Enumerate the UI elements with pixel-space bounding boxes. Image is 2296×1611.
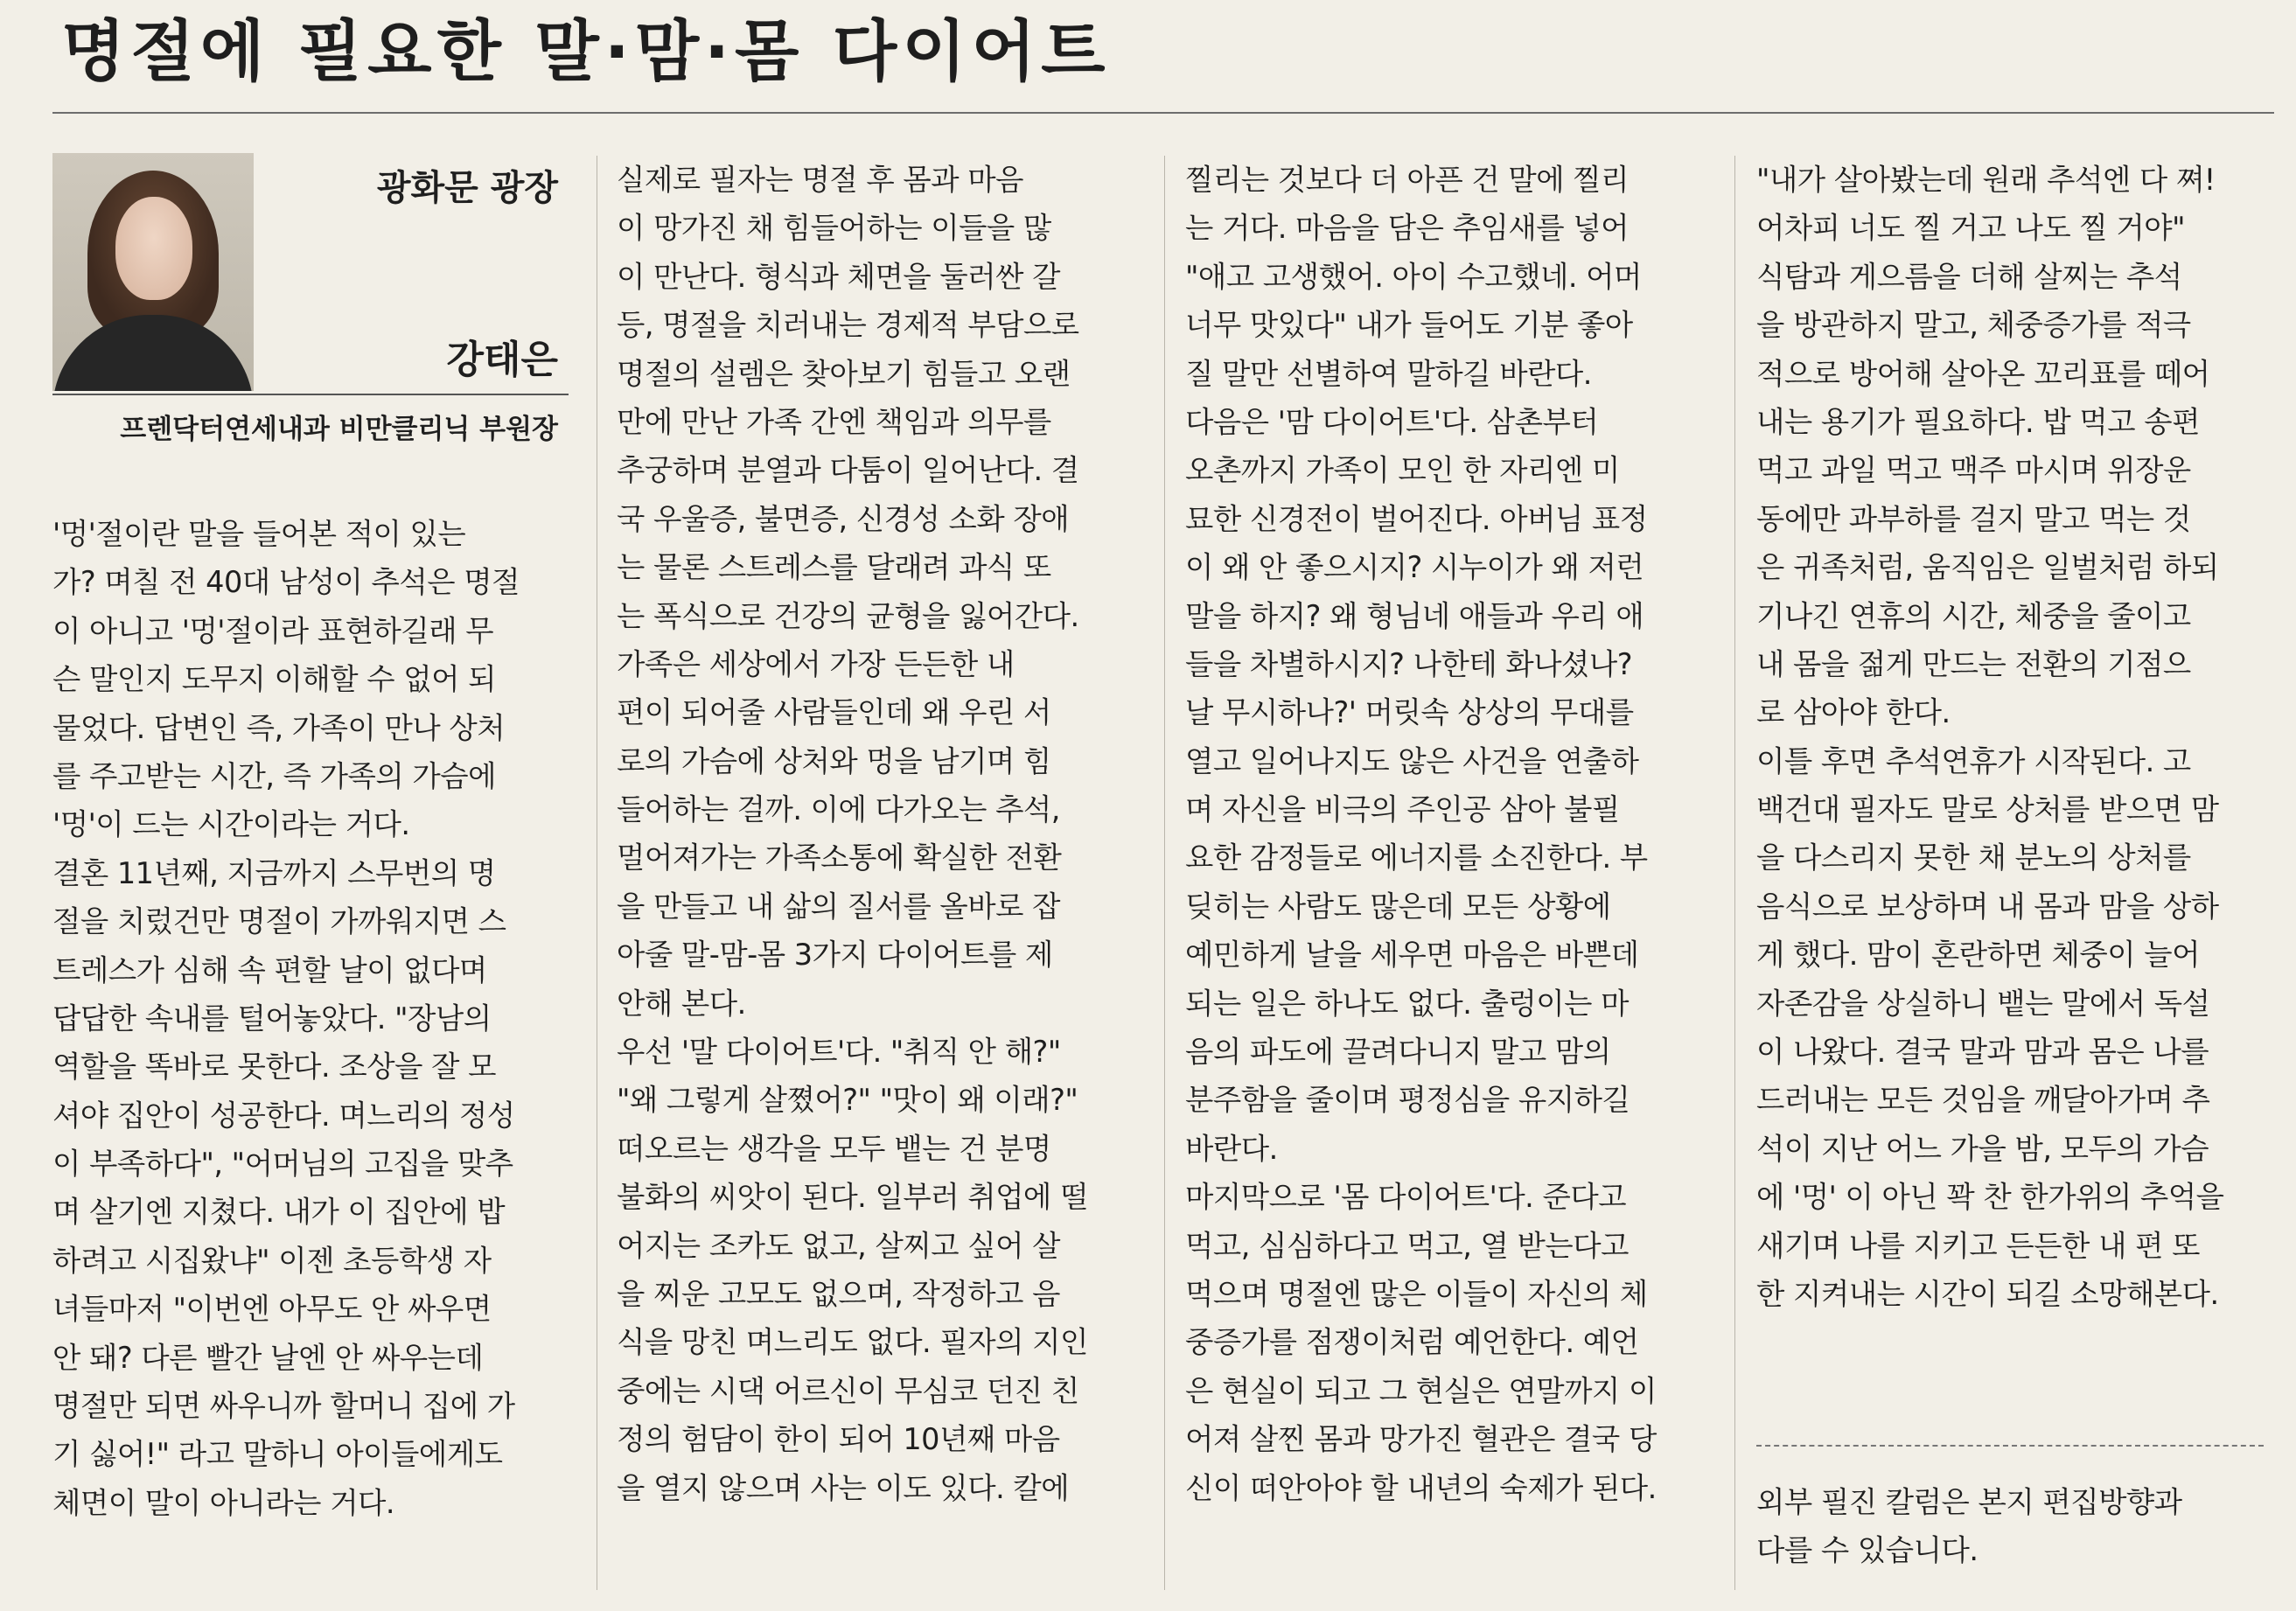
column-divider bbox=[1734, 156, 1735, 1590]
text-line: 식을 망친 며느리도 없다. 필자의 지인 bbox=[617, 1325, 1088, 1360]
text-line: 을 만들고 내 삶의 질서를 올바로 잡 bbox=[617, 889, 1060, 924]
text-line: 추궁하며 분열과 다툼이 일어난다. 결 bbox=[617, 453, 1079, 488]
text-line: 을 찌운 고모도 없으며, 작정하고 음 bbox=[617, 1276, 1060, 1311]
headline-divider bbox=[52, 112, 2274, 114]
article-column-3 bbox=[1185, 156, 1657, 1512]
text-line: 분주함을 줄이며 평정심을 유지하길 bbox=[1185, 1083, 1630, 1118]
text-line: 내는 용기가 필요하다. 밥 먹고 송편 bbox=[1756, 404, 2200, 439]
text-line: 하려고 시집왔냐" 이젠 초등학생 자 bbox=[52, 1243, 492, 1278]
text-line: 을 열지 않으며 사는 이도 있다. 칼에 bbox=[617, 1470, 1070, 1505]
text-line: 음식으로 보상하며 내 몸과 맘을 상하 bbox=[1756, 889, 2219, 924]
author-name: 강태은 bbox=[446, 338, 558, 382]
text-line: 로의 가슴에 상처와 멍을 남기며 힘 bbox=[617, 743, 1051, 778]
text-line: 은 귀족처럼, 움직임은 일벌처럼 하되 bbox=[1756, 550, 2219, 585]
text-line: 질 말만 선별하여 말하길 바란다. bbox=[1185, 356, 1592, 391]
text-line: 슨 말인지 도무지 이해할 수 없어 되 bbox=[52, 662, 496, 697]
text-line: 들을 차별하시지? 나한테 화나셨나? bbox=[1185, 646, 1633, 681]
byline bbox=[52, 144, 569, 477]
text-line: 떠오르는 생각을 모두 뱉는 건 분명 bbox=[617, 1131, 1051, 1166]
text-line: 동에만 과부하를 걸지 말고 먹는 것 bbox=[1756, 501, 2191, 536]
text-line: 백건대 필자도 말로 상처를 받으면 맘 bbox=[1756, 792, 2219, 827]
text-line: 가? 며칠 전 40대 남성이 추석은 명절 bbox=[52, 565, 520, 600]
text-line: 불화의 씨앗이 된다. 일부러 취업에 떨 bbox=[617, 1180, 1088, 1215]
author-title: 프렌닥터연세내과 비만클리닉 부원장 bbox=[120, 414, 558, 445]
text-line: 바란다. bbox=[1185, 1131, 1278, 1166]
text-line: 찔리는 것보다 더 아픈 건 말에 찔리 bbox=[1185, 163, 1629, 197]
text-line: 결혼 11년째, 지금까지 스무번의 명 bbox=[52, 855, 496, 890]
text-line: "내가 살아봤는데 원래 추석엔 다 쪄! bbox=[1756, 163, 2216, 197]
author-photo bbox=[52, 153, 254, 391]
text-line: 가족은 세상에서 가장 든든한 내 bbox=[617, 646, 1015, 681]
text-line: 다음은 '맘 다이어트'다. 삼촌부터 bbox=[1185, 404, 1599, 439]
text-line: 요한 감정들로 에너지를 소진한다. 부 bbox=[1185, 840, 1648, 875]
column-divider bbox=[1164, 156, 1165, 1590]
text-line: 이 아니고 '멍'절이라 표현하길래 무 bbox=[52, 613, 494, 648]
byline-divider bbox=[52, 394, 569, 395]
text-line: 적으로 방어해 살아온 꼬리표를 떼어 bbox=[1756, 356, 2210, 391]
text-line: 열고 일어나지도 않은 사건을 연출하 bbox=[1185, 743, 1639, 778]
text-line: 먹고 과일 먹고 맥주 마시며 위장운 bbox=[1756, 453, 2191, 488]
text-line: 국 우울증, 불면증, 신경성 소화 장애 bbox=[617, 501, 1070, 536]
text-line: 명절만 되면 싸우니까 할머니 집에 가 bbox=[52, 1389, 515, 1424]
text-line: 음의 파도에 끌려다니지 말고 맘의 bbox=[1185, 1035, 1611, 1070]
text-line: 너무 맛있다" 내가 들어도 기분 좋아 bbox=[1185, 308, 1633, 343]
text-line: 어차피 너도 찔 거고 나도 찔 거야" bbox=[1756, 211, 2185, 246]
text-line: 멀어져가는 가족소통에 확실한 전환 bbox=[617, 840, 1062, 875]
text-line: 녀들마저 "이번엔 아무도 안 싸우면 bbox=[52, 1292, 492, 1327]
text-line: 체면이 말이 아니라는 거다. bbox=[52, 1485, 395, 1520]
text-line: 어지는 조카도 없고, 살찌고 싶어 살 bbox=[617, 1228, 1060, 1263]
article-column-2 bbox=[617, 156, 1088, 1512]
text-line: 내 몸을 젊게 만드는 전환의 기점으 bbox=[1756, 646, 2191, 681]
text-line: 을 방관하지 말고, 체중증가를 적극 bbox=[1756, 308, 2191, 343]
text-line: 말을 하지? 왜 형님네 애들과 우리 애 bbox=[1185, 598, 1644, 633]
text-line: 기나긴 연휴의 시간, 체중을 줄이고 bbox=[1756, 598, 2191, 633]
text-line: 중에는 시댁 어르신이 무심코 던진 친 bbox=[617, 1373, 1079, 1408]
text-line: 이틀 후면 추석연휴가 시작된다. 고 bbox=[1756, 743, 2191, 778]
text-line: 역할을 똑바로 못한다. 조상을 잘 모 bbox=[52, 1050, 496, 1084]
text-line: 트레스가 심해 속 편할 날이 없다며 bbox=[52, 952, 487, 987]
text-line: '멍'절이란 말을 들어본 적이 있는 bbox=[52, 517, 466, 551]
text-line: 날 무시하나?' 머릿속 상상의 무대를 bbox=[1185, 695, 1634, 730]
text-line: 이 부족하다", "어머님의 고집을 맞추 bbox=[52, 1147, 513, 1182]
text-line: 안 돼? 다른 빨간 날엔 안 싸우는데 bbox=[52, 1340, 484, 1375]
text-line: 다를 수 있습니다. bbox=[1756, 1533, 1978, 1568]
text-line: 답답한 속내를 털어놓았다. "장남의 bbox=[52, 1001, 492, 1036]
headline: 명절에 필요한 말·맘·몸 다이어트 bbox=[61, 12, 1111, 90]
text-line: 새기며 나를 지키고 든든한 내 편 또 bbox=[1756, 1228, 2200, 1263]
note-divider bbox=[1756, 1445, 2264, 1447]
text-line: 만에 만난 가족 간엔 책임과 의무를 bbox=[617, 404, 1051, 439]
text-line: 을 다스리지 못한 채 분노의 상처를 bbox=[1756, 840, 2191, 875]
text-line: 며 자신을 비극의 주인공 삼아 불필 bbox=[1185, 792, 1620, 827]
text-line: 아줄 말-맘-몸 3가지 다이어트를 제 bbox=[617, 938, 1053, 973]
text-line: 드러내는 모든 것임을 깨달아가며 추 bbox=[1756, 1083, 2210, 1118]
text-line: 이 왜 안 좋으시지? 시누이가 왜 저런 bbox=[1185, 550, 1644, 585]
text-line: 먹고, 심심하다고 먹고, 열 받는다고 bbox=[1185, 1228, 1629, 1263]
text-line: 이 망가진 채 힘들어하는 이들을 많 bbox=[617, 211, 1051, 246]
text-line: 신이 떠안아야 할 내년의 숙제가 된다. bbox=[1185, 1470, 1657, 1505]
text-line: 외부 필진 칼럼은 본지 편집방향과 bbox=[1756, 1485, 2182, 1519]
text-line: '멍'이 드는 시간이라는 거다. bbox=[52, 807, 410, 842]
text-line: 등, 명절을 치러내는 경제적 부담으로 bbox=[617, 308, 1079, 343]
text-line: 셔야 집안이 성공한다. 며느리의 정성 bbox=[52, 1098, 515, 1133]
text-line: 되는 일은 하나도 없다. 출렁이는 마 bbox=[1185, 986, 1629, 1021]
text-line: 실제로 필자는 명절 후 몸과 마음 bbox=[617, 163, 1023, 197]
text-line: 이 나왔다. 결국 말과 맘과 몸은 나를 bbox=[1756, 1035, 2209, 1070]
text-line: 물었다. 답변인 즉, 가족이 만나 상처 bbox=[52, 710, 506, 745]
editorial-note bbox=[1756, 1478, 2182, 1575]
text-line: 편이 되어줄 사람들인데 왜 우린 서 bbox=[617, 695, 1051, 730]
text-line: 딪히는 사람도 많은데 모든 상황에 bbox=[1185, 889, 1611, 924]
text-line: 에 '멍' 이 아닌 꽉 찬 한가위의 추억을 bbox=[1756, 1180, 2224, 1215]
text-line: 안해 본다. bbox=[617, 986, 746, 1021]
text-line: 명절의 설렘은 찾아보기 힘들고 오랜 bbox=[617, 356, 1071, 391]
text-line: "애고 고생했어. 아이 수고했네. 어머 bbox=[1185, 259, 1642, 294]
text-line: 석이 지난 어느 가을 밤, 모두의 가슴 bbox=[1756, 1131, 2209, 1166]
text-line: 마지막으로 '몸 다이어트'다. 준다고 bbox=[1185, 1180, 1627, 1215]
article-column-4 bbox=[1756, 156, 2224, 1318]
text-line: 먹으며 명절엔 많은 이들이 자신의 체 bbox=[1185, 1276, 1648, 1311]
text-line: 우선 '말 다이어트'다. "취직 안 해?" bbox=[617, 1035, 1061, 1070]
text-line: 어져 살찐 몸과 망가진 혈관은 결국 당 bbox=[1185, 1422, 1657, 1457]
article-column-1 bbox=[52, 510, 520, 1527]
text-line: 이 만난다. 형식과 체면을 둘러싼 갈 bbox=[617, 259, 1060, 294]
column-name: 광화문 광장 bbox=[376, 168, 558, 208]
text-line: 기 싫어!" 라고 말하니 아이들에게도 bbox=[52, 1437, 503, 1472]
text-line: 중증가를 점쟁이처럼 예언한다. 예언 bbox=[1185, 1325, 1639, 1360]
text-line: 들어하는 걸까. 이에 다가오는 추석, bbox=[617, 792, 1060, 827]
text-line: 예민하게 날을 세우면 마음은 바쁜데 bbox=[1185, 938, 1639, 973]
text-line: 식탐과 게으름을 더해 살찌는 추석 bbox=[1756, 259, 2182, 294]
text-line: 는 거다. 마음을 담은 추임새를 넣어 bbox=[1185, 211, 1629, 246]
text-line: 를 주고받는 시간, 즉 가족의 가슴에 bbox=[52, 758, 496, 793]
text-line: 묘한 신경전이 벌어진다. 아버님 표정 bbox=[1185, 501, 1648, 536]
text-line: 오촌까지 가족이 모인 한 자리엔 미 bbox=[1185, 453, 1620, 488]
text-line: 게 했다. 맘이 혼란하면 체중이 늘어 bbox=[1756, 938, 2200, 973]
text-line: 정의 험담이 한이 되어 10년째 마음 bbox=[617, 1422, 1060, 1457]
text-line: "왜 그렇게 살쪘어?" "맛이 왜 이래?" bbox=[617, 1083, 1078, 1118]
text-line: 는 폭식으로 건강의 균형을 잃어간다. bbox=[617, 598, 1079, 633]
text-line: 절을 치렀건만 명절이 가까워지면 스 bbox=[52, 904, 506, 939]
text-line: 한 지켜내는 시간이 되길 소망해본다. bbox=[1756, 1276, 2219, 1311]
text-line: 는 물론 스트레스를 달래려 과식 또 bbox=[617, 550, 1051, 585]
text-line: 며 살기엔 지쳤다. 내가 이 집안에 밥 bbox=[52, 1195, 506, 1230]
text-line: 은 현실이 되고 그 현실은 연말까지 이 bbox=[1185, 1373, 1657, 1408]
text-line: 자존감을 상실하니 뱉는 말에서 독설 bbox=[1756, 986, 2210, 1021]
text-line: 로 삼아야 한다. bbox=[1756, 695, 1951, 730]
